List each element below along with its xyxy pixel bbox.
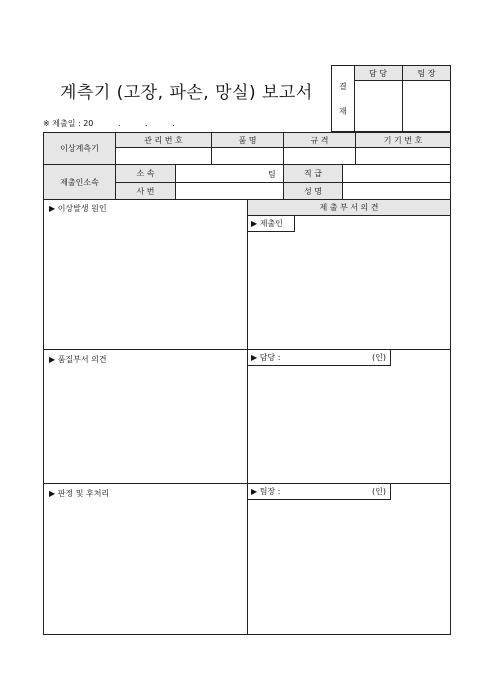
device-field-spec[interactable] <box>284 148 355 163</box>
emp-no-label: 사 번 <box>136 186 155 196</box>
decision-textarea[interactable] <box>44 500 246 634</box>
lead-seal: (인) <box>372 487 386 496</box>
document-title: 계측기 (고장, 파손, 망실) 보고서 <box>60 83 313 103</box>
rank-field[interactable] <box>343 165 450 182</box>
approval-col-manager: 담 당 <box>369 68 387 78</box>
cause-section-label: ▶ 이상발생 원인 <box>49 204 107 213</box>
submit-date-dot-1: . <box>117 119 121 128</box>
device-field-device-no[interactable] <box>356 148 450 163</box>
manager-opinion-textarea[interactable] <box>248 367 450 482</box>
decision-label: ▶ 판정 및 후처리 <box>49 489 110 498</box>
affiliation-label: 소 속 <box>136 169 155 178</box>
device-field-item-name[interactable] <box>212 148 283 163</box>
name-label: 성 명 <box>304 186 322 196</box>
dept-opinion-header: 제 출 부 서 의 견 <box>319 203 379 212</box>
cause-textarea[interactable] <box>44 215 246 348</box>
approval-sign-manager[interactable] <box>355 81 401 131</box>
affiliation-field[interactable] <box>176 165 264 182</box>
approval-label-1: 결 <box>339 82 347 91</box>
device-row-label: 이상계측기 <box>60 144 99 153</box>
submit-date-prefix: ※ 제출일 : 20 <box>43 119 94 128</box>
manager-tag <box>248 350 391 366</box>
lead-tag-label: ▶ 팀장 : <box>251 487 281 496</box>
submitter-row-label: 제출인소속 <box>60 177 99 187</box>
approval-sign-lead[interactable] <box>403 81 450 131</box>
approval-label-2: 재 <box>339 107 347 116</box>
device-header-spec: 규 격 <box>310 135 329 145</box>
emp-no-field[interactable] <box>176 183 283 199</box>
lead-opinion-textarea[interactable] <box>248 501 450 634</box>
dept-opinion-textarea[interactable] <box>248 233 450 348</box>
device-field-mgmt-no[interactable] <box>116 148 211 163</box>
name-field[interactable] <box>343 183 450 199</box>
submit-date <box>43 118 175 129</box>
quality-opinion-textarea[interactable] <box>44 366 246 482</box>
lead-tag <box>248 484 391 500</box>
manager-tag-label: ▶ 담당 : <box>251 353 281 362</box>
submitter-tag: ▶ 제출인 <box>248 216 295 232</box>
submit-date-dot-2: . <box>145 119 148 128</box>
manager-seal: (인) <box>372 353 386 362</box>
rank-label: 직 급 <box>304 169 322 178</box>
approval-col-lead: 팀 장 <box>417 68 436 78</box>
device-header-mgmt-no: 관 리 번 호 <box>144 135 183 145</box>
device-header-item-name: 품 명 <box>238 135 257 145</box>
quality-opinion-label: ▶ 품질부서 의견 <box>49 355 107 364</box>
submit-date-dot-3: . <box>172 119 175 128</box>
device-header-device-no: 기 기 번 호 <box>383 135 423 145</box>
team-suffix: 팀 <box>268 170 276 179</box>
